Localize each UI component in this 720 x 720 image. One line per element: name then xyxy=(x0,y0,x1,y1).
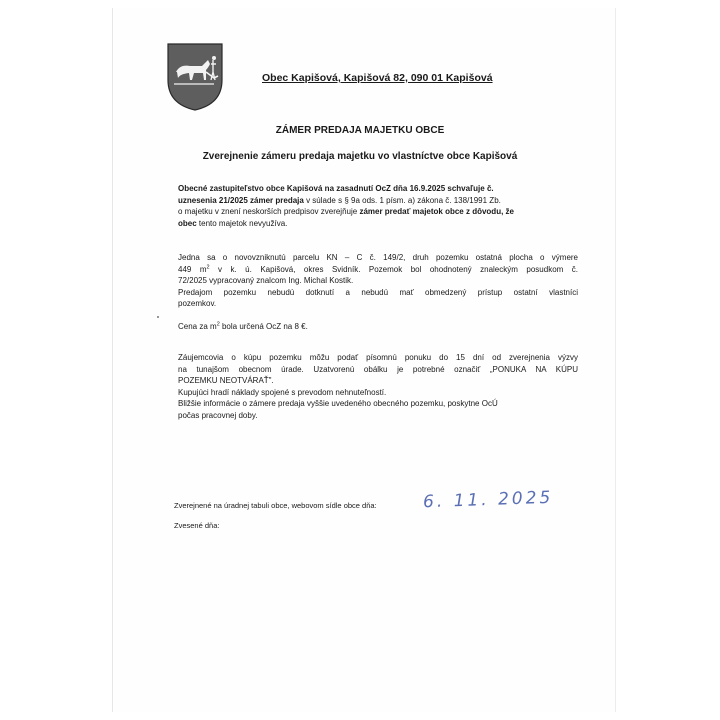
decision-line-2-bold: uznesenia 21/2025 zámer predaja xyxy=(178,195,304,205)
price-unit-sup: 2 xyxy=(216,321,220,328)
removed-label: Zvesené dňa: xyxy=(174,521,220,530)
document-title: ZÁMER PREDAJA MAJETKU OBCE xyxy=(275,125,445,136)
offers-line-3: POZEMKU NEOTVÁRAŤ". xyxy=(178,376,274,385)
decision-line-3-bold: zámer predať majetok obce z dôvodu, že xyxy=(359,207,514,216)
document-subtitle: Zverejnenie zámeru predaja majetku vo vlastníctve obce Kapišová xyxy=(202,151,518,162)
published-date-handwritten: 6. 11. 2025 xyxy=(422,487,554,513)
decision-line-4: tento majetok nevyužíva. xyxy=(196,218,288,228)
parcel-line-1: Jedna sa o novovzniknutú parcelu KN – C č. 149/2, druh pozemku ostatná plocha o výmere xyxy=(178,253,578,262)
published-label: Zverejnené na úradnej tabuli obce, webovom sídle obce dňa: xyxy=(174,501,377,510)
parcel-area: 449 m xyxy=(178,264,207,274)
decision-line-1: Obecné zastupiteľstvo obce Kapišová na zasadnutí OcZ dňa 16.9.2025 schvaľuje č. xyxy=(178,184,494,193)
municipal-crest-icon xyxy=(166,42,224,112)
parcel-line-5: pozemkov. xyxy=(178,299,217,308)
price-paragraph xyxy=(178,321,578,333)
offers-line-2: na tunajšom obecnom úrade. Uzatvorenú obálku je potrebné označiť „PONUKA NA KÚPU xyxy=(178,364,578,374)
decision-line-3: o majetku v znení neskorších predpisov zverejňuje xyxy=(178,207,360,216)
decision-line-4-bold: obec xyxy=(178,218,197,228)
parcel-paragraph xyxy=(178,252,578,310)
offers-line-5: Bližšie informácie o zámere predaja vyššie uvedeného obecného pozemku, poskytne OcÚ xyxy=(178,399,498,408)
municipality-address: Obec Kapišová, Kapišová 82, 090 01 Kapišová xyxy=(262,72,493,84)
offers-line-4: Kupujúci hradí náklady spojené s prevodom nehnuteľností. xyxy=(178,387,387,397)
parcel-area-unit-sup: 2 xyxy=(206,263,210,270)
decision-paragraph xyxy=(178,183,578,229)
offers-line-6: počas pracovnej doby. xyxy=(178,410,258,420)
parcel-line-3: 72/2025 vypracovaný znalcom Ing. Michal Kostik. xyxy=(178,276,354,285)
offers-paragraph xyxy=(178,352,578,421)
parcel-line-2: v k. ú. Kapišová, okres Svidník. Pozemok bol ohodnotený znaleckým posudkom č. xyxy=(209,264,578,274)
price-value: bola určená OcZ na 8 €. xyxy=(219,322,308,331)
parcel-line-4: Predajom pozemku nebudú dotknutí a nebudú mať obmedzený prístup ostatní vlastníci xyxy=(178,287,578,297)
offers-line-1: Záujemcovia o kúpu pozemku môžu podať písomnú ponuku do 15 dní od zverejnenia výzvy xyxy=(178,353,578,362)
scan-speck xyxy=(157,316,159,318)
price-text: Cena za m xyxy=(178,322,217,331)
decision-line-2: v súlade s § 9a ods. 1 písm. a) zákona č. 138/1991 Zb. xyxy=(303,195,501,205)
